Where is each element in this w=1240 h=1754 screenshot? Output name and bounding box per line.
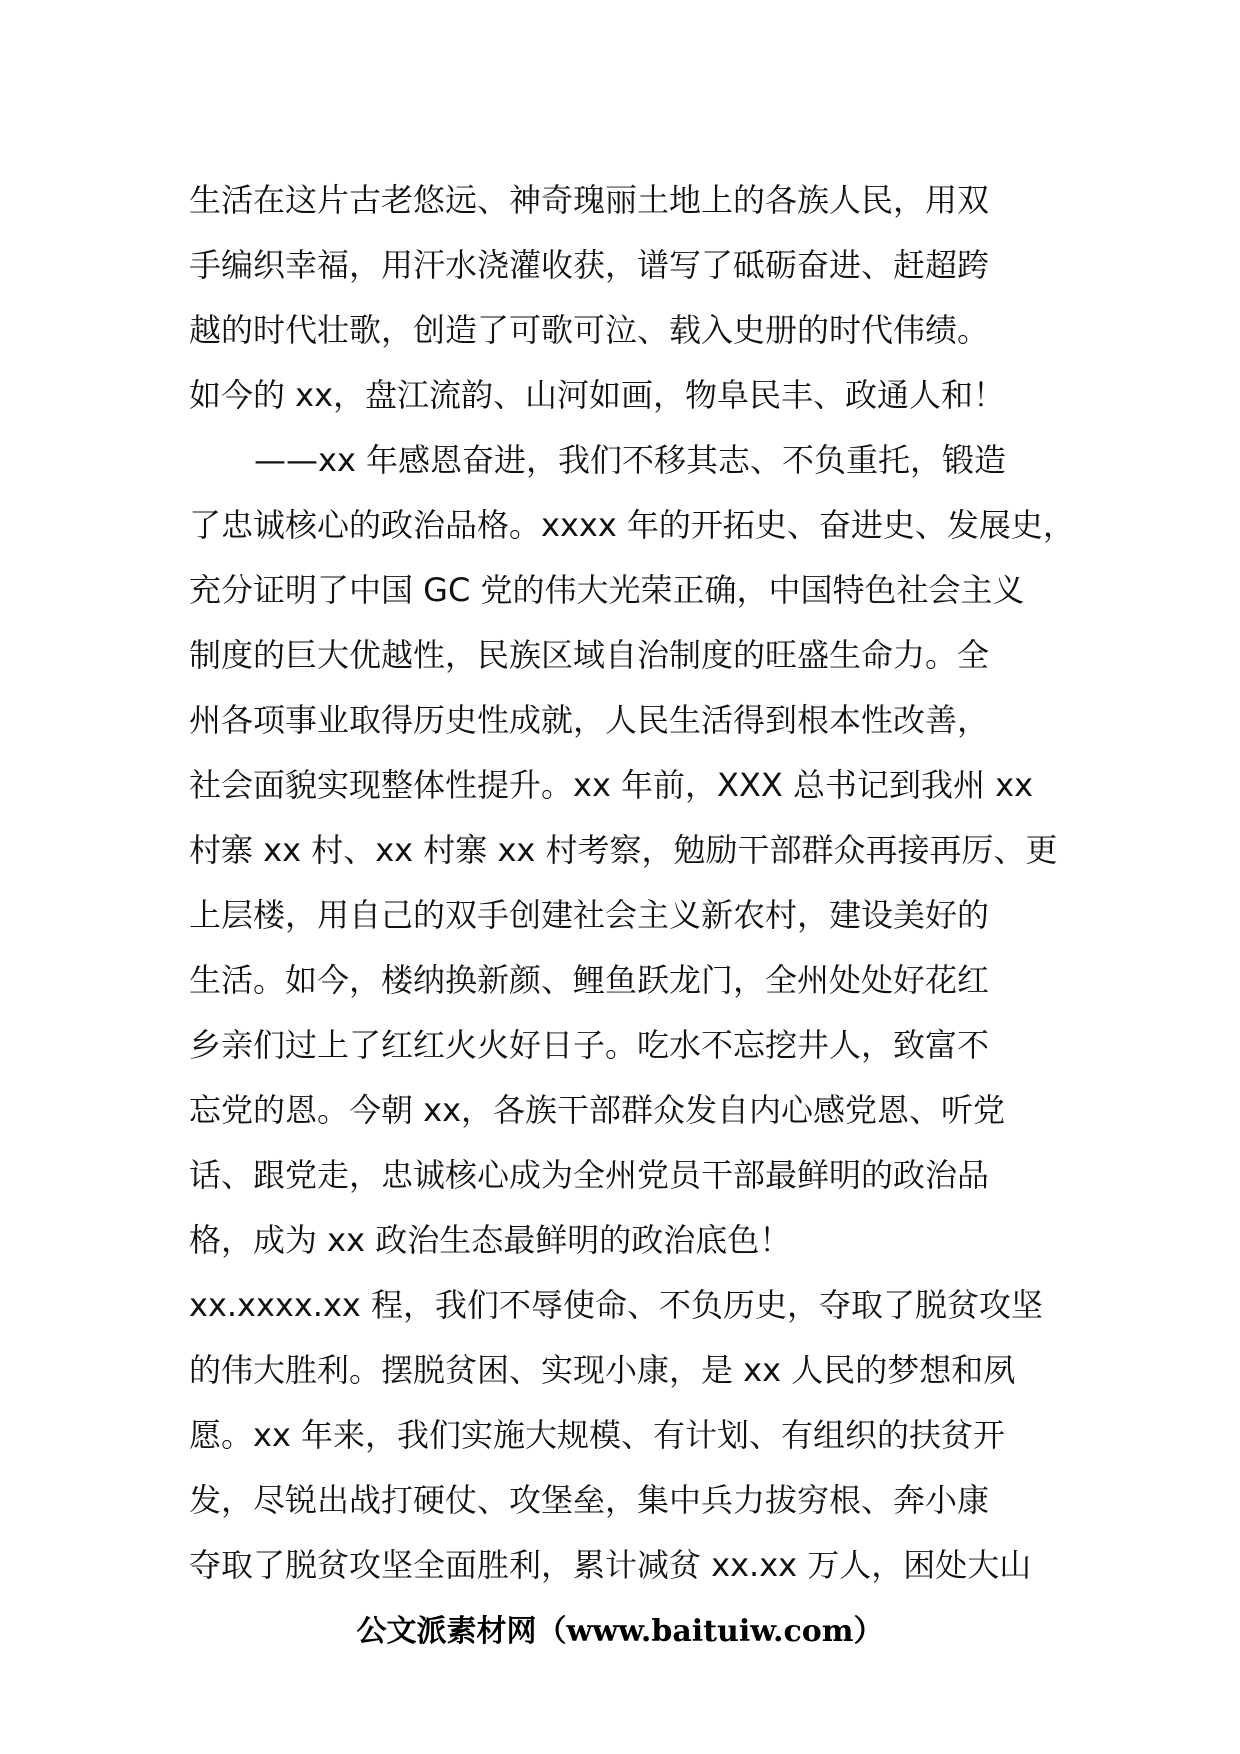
- text-line: 制度的巨大优越性，民族区域自治制度的旺盛生命力。全: [189, 636, 990, 674]
- text-line: 生活在这片古老悠远、神奇瑰丽土地上的各族人民，用双: [189, 181, 990, 219]
- text-line: 发，尽锐出战打硬仗、攻堡垒，集中兵力拔穷根、奔小康: [189, 1481, 990, 1519]
- text-line: xx.xxxx.xx 程，我们不辱使命、不负历史，夺取了脱贫攻坚: [189, 1286, 1044, 1324]
- text-line: 上层楼，用自己的双手创建社会主义新农村，建设美好的: [189, 896, 990, 934]
- text-line: 生活。如今，楼纳换新颜、鲤鱼跃龙门，全州处处好花红: [189, 961, 990, 999]
- text-line: 忘党的恩。今朝 xx，各族干部群众发自内心感党恩、听党: [189, 1091, 1006, 1129]
- text-line: 了忠诚核心的政治品格。xxxx 年的开拓史、奋进史、发展史，: [189, 506, 1075, 544]
- text-line: 乡亲们过上了红红火火好日子。吃水不忘挖井人，致富不: [189, 1026, 990, 1064]
- text-line: 手编织幸福，用汗水浇灌收获，谱写了砥砺奋进、赶超跨: [189, 246, 990, 284]
- text-line: 格，成为 xx 政治生态最鲜明的政治底色！: [189, 1221, 792, 1259]
- text-line: 的伟大胜利。摆脱贫困、实现小康，是 xx 人民的梦想和夙: [189, 1351, 1016, 1389]
- text-line: 话、跟党走，忠诚核心成为全州党员干部最鲜明的政治品: [189, 1156, 990, 1194]
- page-footer: 公文派素材网（www.baituiw.com）: [356, 1614, 884, 1649]
- text-line: ——xx 年感恩奋进，我们不移其志、不负重托，锻造: [254, 441, 1007, 479]
- text-line: 愿。xx 年来，我们实施大规模、有计划、有组织的扶贫开: [189, 1416, 1006, 1454]
- text-line: 如今的 xx，盘江流韵、山河如画，物阜民丰、政通人和！: [189, 376, 1006, 414]
- text-line: 村寨 xx 村、xx 村寨 xx 村考察，勉励干部群众再接再厉、更: [189, 831, 1058, 869]
- text-line: 夺取了脱贫攻坚全面胜利，累计减贫 xx.xx 万人，困处大山: [189, 1546, 1032, 1584]
- text-line: 充分证明了中国 GC 党的伟大光荣正确，中国特色社会主义: [189, 571, 1025, 609]
- text-line: 社会面貌实现整体性提升。xx 年前，XXX 总书记到我州 xx: [189, 766, 1034, 804]
- text-line: 州各项事业取得历史性成就，人民生活得到根本性改善，: [189, 701, 990, 739]
- text-line: 越的时代壮歌，创造了可歌可泣、载入史册的时代伟绩。: [189, 311, 990, 349]
- document-body: [189, 168, 1089, 1598]
